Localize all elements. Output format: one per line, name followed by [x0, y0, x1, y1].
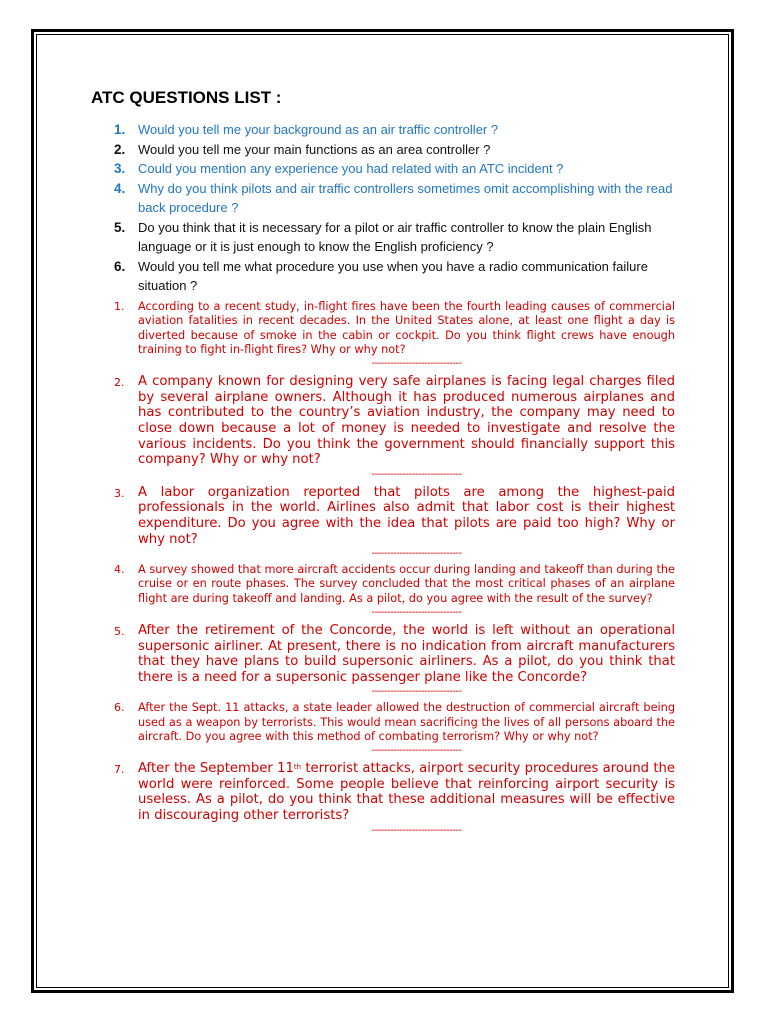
question-text: Would you tell me your background as an air traffic controller ? [138, 122, 499, 137]
ordinal-suffix: th [293, 763, 302, 772]
question-item [100, 257, 680, 296]
question-text: Would you tell me your main functions as an area controller ? [138, 141, 491, 157]
question-number: 3. [114, 161, 126, 176]
discussion-number: 6. [114, 701, 125, 715]
discussion-number: 2. [114, 376, 125, 390]
separator-line: ----------------------------- [371, 468, 462, 480]
discussion-item [100, 761, 675, 836]
discussion-number: 3. [114, 486, 125, 500]
discussion-text: After the Sept. 11 attacks, a state leader allowed the destruction of commercial aircraft being used as a weapon by terrorists. This would mean sacrificing the lives of all persons aboard the aircraft. Do you agree with this method of combating terrorism? Why or why not? [138, 701, 675, 743]
question-item [100, 218, 680, 257]
question-item [100, 179, 680, 218]
discussion-text-start: After the September 11 [138, 761, 294, 777]
separator-line: ----------------------------- [371, 745, 462, 757]
question-text: Why do you think pilots and air traffic controllers sometimes omit accomplishing with the read back procedure ? [138, 180, 673, 215]
separator-line: ----------------------------- [371, 824, 462, 836]
discussion-text: A survey showed that more aircraft accidents occur during landing and takeoff than during the cruise or en route phases. The survey concluded that the most critical phases of an airplane flight are during takeoff and landing. As a pilot, do you agree with the result of the survey? [138, 563, 675, 605]
discussion-number: 4. [114, 563, 125, 577]
separator-line: ----------------------------- [371, 686, 462, 698]
page-title: ATC QUESTIONS LIST : [91, 88, 282, 107]
discussion-list [100, 300, 675, 837]
question-number: 5. [114, 219, 126, 235]
discussion-item [100, 300, 675, 370]
discussion-number: 1. [114, 300, 125, 313]
question-item [100, 159, 680, 179]
separator-line: ----------------------------- [371, 548, 462, 560]
discussion-item [100, 623, 675, 698]
discussion-text: After the retirement of the Concorde, the world is left without an operational supersonic airliner. At present, there is no indication from aircraft manufacturers that they have plans to build supersonic airliners. As a pilot, do you think that there is a need for a supersonic passenger plane like the Concorde? [138, 623, 675, 685]
discussion-text [138, 761, 675, 823]
separator-line: ----------------------------- [371, 607, 462, 619]
discussion-item [100, 701, 675, 757]
discussion-text-end: terrorist attacks, airport security procedures around the world were reinforced. Some people believe that reinforcing airport security is useless. As a pilot, do you think that these additional measures will be effective in discouraging other terrorists? [138, 761, 675, 824]
discussion-item [100, 563, 675, 619]
discussion-item [100, 485, 675, 560]
discussion-text: According to a recent study, in-flight fires have been the fourth leading causes of commercial aviation fatalities in recent decades. In the United States alone, at least one flight a day is diverted because of smoke in the cabin or cockpit. Do you think flight crews have enough training to fight in-flight fires? Why or why not? [138, 300, 675, 356]
question-number: 4. [114, 180, 126, 196]
discussion-number: 5. [114, 625, 125, 639]
discussion-text: A labor organization reported that pilots are among the highest-paid professionals in the world. Airlines also admit that labor cost is their highest expenditure. Do you agree with the idea that pilots are paid too high? Why or why not? [138, 484, 675, 547]
separator-line: ----------------------------- [371, 358, 462, 370]
question-item [100, 140, 680, 160]
discussion-number: 7. [114, 763, 125, 777]
question-text: Do you think that it is necessary for a pilot or air traffic controller to know the plain English language or it is just enough to know the English proficiency ? [138, 219, 652, 254]
question-number: 1. [114, 122, 126, 137]
question-number: 6. [114, 258, 126, 274]
question-text: Would you tell me what procedure you use when you have a radio communication failure situation ? [138, 258, 648, 293]
discussion-text: A company known for designing very safe airplanes is facing legal charges filed by several airplane owners. Although it has produced numerous airplanes and has contributed to the country’s aviation industry, the company may need to close down because a lot of money is needed to investigate and resolve the various incidents. Do you think the government should financially support this company? Why or why not? [138, 374, 675, 468]
question-number: 2. [114, 141, 126, 157]
question-text: Could you mention any experience you had related with an ATC incident ? [138, 161, 564, 176]
discussion-item [100, 374, 675, 481]
question-item [100, 120, 680, 140]
questions-list [100, 120, 680, 296]
